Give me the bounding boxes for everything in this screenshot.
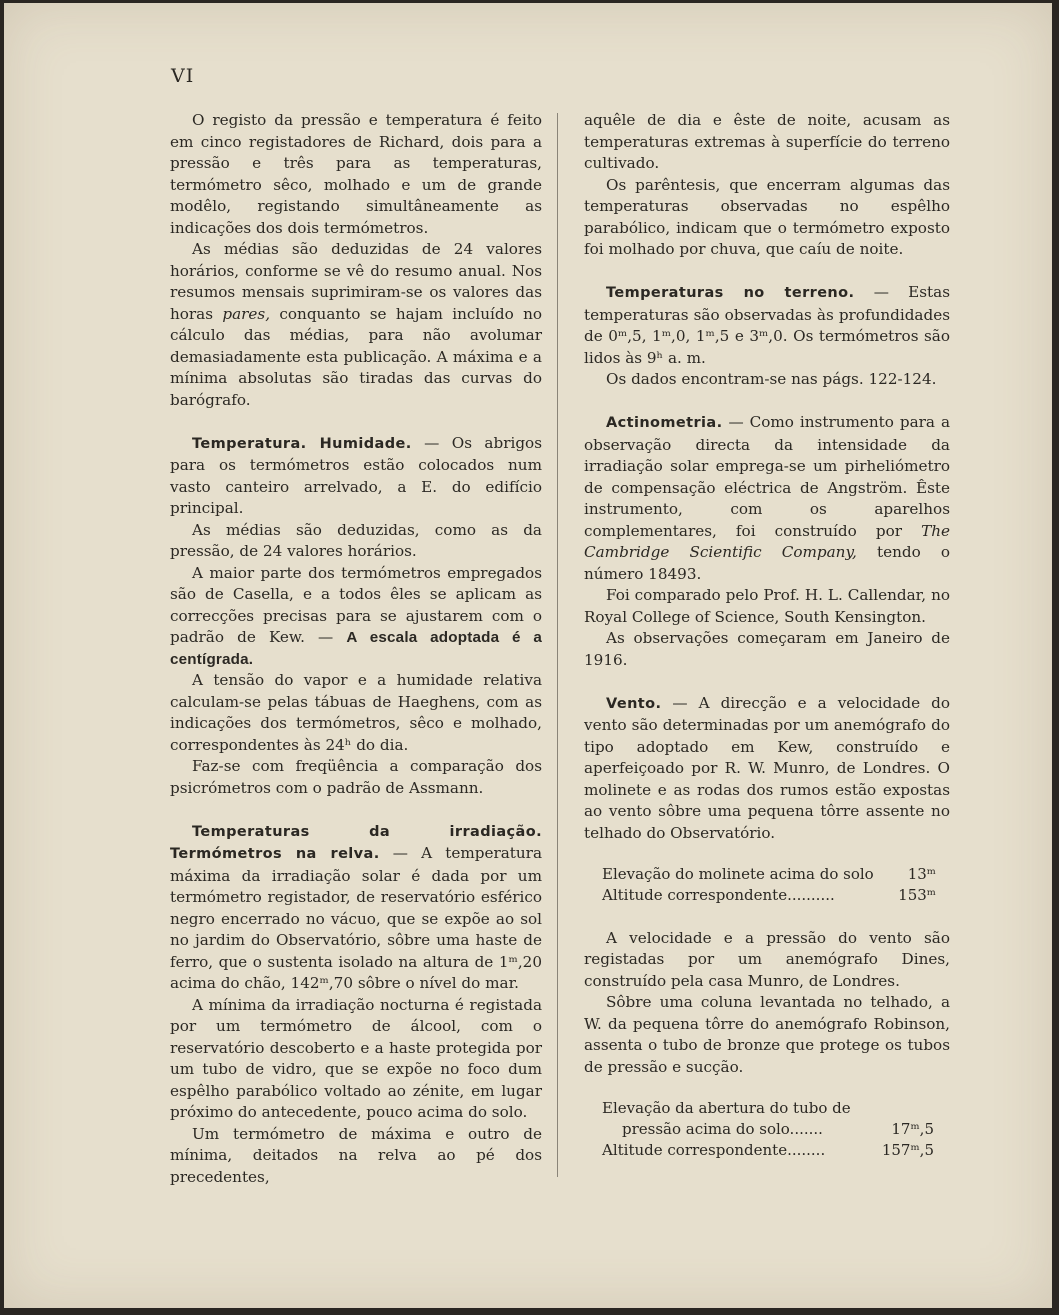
paragraph: Sôbre uma coluna levantada no telhado, a W. da pequena tôrre do anemógrafo Robinson, assenta o tubo de bronze que protege os tubos de pressão e sucção. [584, 993, 950, 1076]
paragraph: O registo da pressão e temperatura é feito em cinco registadores de Richard, dois para a pressão e três para as temperaturas, termómetro sêco, molhado e um de grande modêlo, registando simultâneamente as indicações dos dois termómetros. [170, 111, 542, 237]
paragraph: Um termómetro de máxima e outro de mínima, deitados na relva ao pé dos precedentes, [170, 1124, 542, 1186]
paragraph: A maior parte dos termómetros empregados são de Casella, e a todos êles se aplicam as correcções precisas para se ajustarem com o padrão de Kew. — A escala adoptada é a centígrada. [170, 563, 542, 668]
section-heading: Actinometria. [606, 415, 723, 431]
section-heading: Temperatura. Humidade. [192, 435, 412, 452]
paragraph: A velocidade e a pressão do vento são registadas por um anemógrafo Dines, construído pela casa Munro, de Londres. [584, 928, 950, 990]
section-heading: Temperaturas da irradiação. Termómetros na relva. [170, 823, 542, 862]
paragraph: Temperaturas da irradiação. Termómetros na relva. — A temperatura máxima da irradiação solar é dada por um termómetro registador, de reservatório esférico negro encerrado no vácuo, que se expõe ao sol no jardim do Observatório, sôbre uma haste de ferro, que o sustenta isolado na altura de 1ᵐ,20 acima do chão, 142ᵐ,70 sôbre o nível do mar. [170, 823, 542, 992]
paragraph: Temperatura. Humidade. — Os abrigos para os termómetros estão colocados num vasto canteiro arrelvado, a E. do edifício principal. [170, 433, 542, 517]
document-page [4, 3, 1052, 1308]
paragraph: Temperaturas no terreno. — Estas temperaturas são observadas às profundidades de 0ᵐ,5, 1ᵐ,0, 1ᵐ,5 e 3ᵐ,0. Os termómetros são lidos às 9ʰ a. m. [584, 283, 950, 367]
left-column [170, 110, 542, 1188]
elevation-table-molinete: Elevação do molinete acima do solo 13ᵐ Altitude correspondente.......... 153ᵐ [602, 865, 936, 904]
paragraph: As observações começaram em Janeiro de 1916. [584, 629, 950, 669]
column-divider [557, 113, 558, 1177]
paragraph: Faz-se com freqüência a comparação dos psicrómetros com o padrão de Assmann. [170, 757, 542, 797]
paragraph: A tensão do vapor e a humidade relativa calculam-se pelas tábuas de Haeghens, com as indicações dos termómetros, sêco e molhado, correspondentes às 24ʰ do dia. [170, 671, 542, 754]
paragraph: aquêle de dia e êste de noite, acusam as temperaturas extremas à superfície do terreno cultivado. [584, 111, 950, 172]
section-heading: Temperaturas no terreno. [606, 285, 855, 301]
paragraph: A mínima da irradiação nocturna é registada por um termómetro de álcool, com o reservatório descoberto e a haste protegida por um tubo de vidro, que se expõe no foco dum espêlho parabólico voltado ao zénite, em lugar próximo do antecedente, pouco acima do solo. [170, 995, 542, 1121]
right-column [584, 110, 950, 1161]
paragraph: Foi comparado pelo Prof. H. L. Callendar, no Royal College of Science, South Kensington. [584, 586, 950, 626]
paragraph: Os parêntesis, que encerram algumas das temperaturas observadas no espêlho parabólico, indicam que o termómetro exposto foi molhado por chuva, que caíu de noite. [584, 175, 950, 258]
paragraph: Os dados encontram-se nas págs. 122-124. [606, 370, 937, 388]
paragraph: As médias são deduzidas de 24 valores horários, conforme se vê do resumo anual. Nos resumos mensais suprimiram-se os valores das horas pares, conquanto se hajam incluído no cálculo das médias, para não avolumar demasiadamente esta publicação. A máxima e a mínima absolutas são tiradas das curvas do barógrafo. [170, 240, 542, 409]
paragraph: Vento. — A direcção e a velocidade do vento são determinadas por um anemógrafo do tipo adoptado em Kew, construído e aperfeiçoado por R. W. Munro, de Londres. O molinete e as rodas dos rumos estão expostas ao vento sôbre uma pequena tôrre assente no telhado do Observatório. [584, 693, 950, 842]
paragraph: Actinometria. — Como instrumento para a observação directa da intensidade da irradiação solar emprega-se um pirheliómetro de compensação eléctrica de Angström. Êste instrumento, com os aparelhos complementares, foi construído por The Cambridge Scientific Company, tendo o número 18493. [584, 413, 950, 583]
section-heading: Vento. [606, 695, 662, 712]
paragraph: As médias são deduzidas, como as da pressão, de 24 valores horários. [170, 520, 542, 560]
page-number: VI [171, 65, 195, 87]
elevation-table-tubo: Elevação da abertura do tubo de pressão acima do solo....... 17ᵐ,5 Altitude correspondente........ 157ᵐ,5 [602, 1099, 934, 1159]
